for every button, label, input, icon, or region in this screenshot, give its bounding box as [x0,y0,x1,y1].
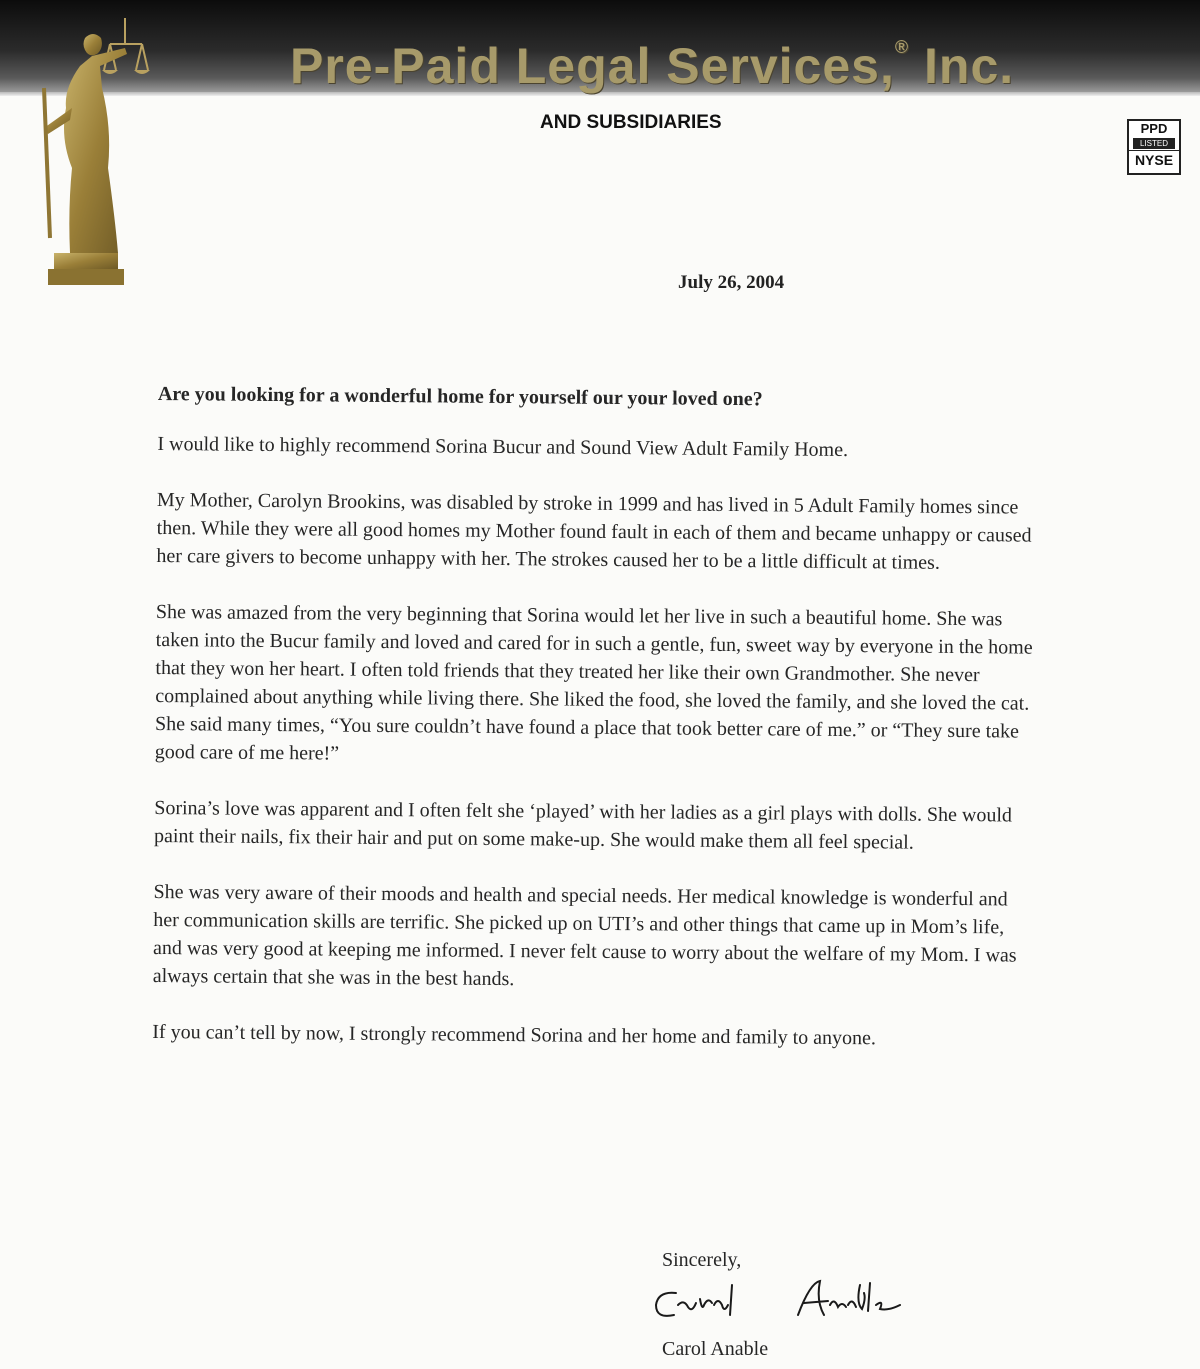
letter-heading-question: Are you looking for a wonderful home for yourself our your loved one? [157,382,763,411]
letter-paragraph: She was amazed from the very beginning that Sorina would let her live in such a beautiful home. She was taken into the Bucur family and loved and cared for in such a gentle, fun, sweet way by everyone in the home that they won her heart. I often told friends that they treated her like their own Grandmother. She never complained about anything while living there. She liked the food, she loved the family, and she loved the cat. She said many times, “You sure couldn’t have found a place that took better care of me.” or “They sure take good care of me here!” [154,600,1033,765]
letter-paragraph: Sorina’s love was apparent and I often felt she ‘played’ with her ladies as a girl plays with dolls. She would paint their nails, fix their hair and put on some make-up. She would make them all feel special. [153,796,1013,854]
subsidiaries-label: AND SUBSIDIARIES [540,112,722,133]
registered-mark: ® [894,37,910,57]
letter-body [152,380,1038,1082]
nyse-listed-badge [1127,119,1181,175]
nyse-badge-listed: LISTED [1133,138,1175,149]
letter-paragraph: If you can’t tell by now, I strongly recommend Sorina and her home and family to anyone. [152,1020,877,1050]
nyse-badge-ticker: PPD [1140,121,1168,136]
signer-name: Carol Anable [662,1338,769,1360]
lady-justice-statue-icon [30,8,170,286]
nyse-badge-exchange: NYSE [1129,150,1179,169]
company-suffix: Inc. [924,38,1015,94]
letter-paragraph: My Mother, Carolyn Brookins, was disabled by stroke in 1999 and has lived in 5 Adult Family homes since then. While they were all good homes my Mother found fault in each of them and became unhappy or caused her care givers to become unhappy with her. The strokes caused her to be a little difficult at times. [156,488,1032,574]
company-name [290,14,1050,94]
letter-paragraph: She was very aware of their moods and health and special needs. Her medical knowledge is wonderful and her communication skills are terrific. She picked up on UTI’s and other things that came up in Mom’s life, and was very good at keeping me informed. I never felt cause to worry about the welfare of my Mom. I was always certain that she was in the best hands. [152,880,1017,991]
letter-paragraph: I would like to highly recommend Sorina Bucur and Sound View Adult Family Home. [157,432,849,462]
handwritten-signature [648,1275,928,1330]
letter-closing: Sincerely, [662,1249,742,1271]
letter-date: July 26, 2004 [678,272,785,293]
company-name-text: Pre-Paid Legal Services, [290,38,895,94]
